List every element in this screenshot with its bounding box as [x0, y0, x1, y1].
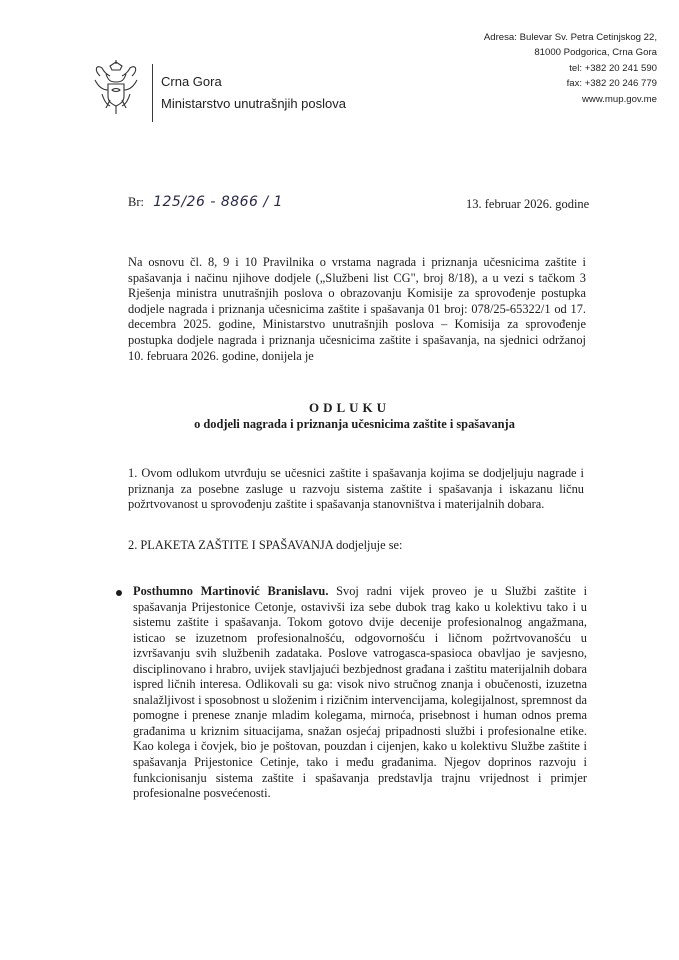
fax: fax: +382 20 246 779: [566, 78, 657, 90]
awardee-paragraph: [133, 584, 587, 802]
intro-paragraph: Na osnovu čl. 8, 9 i 10 Pravilnika o vrstama nagrada i priznanja učesnicima zaštite i spašavanja i načinu njihove dodjele („Službeni list CG", broj 8/18), a u vezi s tačkom 3 Rješenja ministra unutrašnjih poslova o obrazovanju Komisije za sprovođenje postupka dodjele nagrada i priznanja učesnicima zaštite i spašavanja 01 broj: 078/25-65322/1 od 17. decembra 2025. godine, Ministarstvo unutrašnjih poslova – Komisija za sprovođenje postupka dodjele nagrada i priznanja učesnicima zaštite i spašavanja, na sjednici održanoj 10. februara 2026. godine, donijela je: [128, 255, 586, 363]
header-divider: [152, 64, 153, 122]
address-line-1: Adresa: Bulevar Sv. Petra Cetinjskog 22,: [483, 32, 657, 43]
awardee-description: Svoj radni vijek proveo je u Službi zaštite i spašavanja Prijestonice Cetonje, ostavivši iza sebe dubok trag kako u kolektivu tako i u sistemu zaštite i spašavanja. Tokom gotovo dvije decenije profesionalnog angažmana, isticao se izuzetnom profesionalnošću, odgovornošću i ličnom požrtvovanošću u izvršavanju svih službenih zadataka. Poslove vatrogasca-spasioca obavljao je savjesno, disciplinovano i hrabro, uvijek stavljajući bezbjednost građana i zaštitu materijalnih dobara ispred ličnih interesa. Odlikovali su ga: visok nivo stručnog znanja i obučenosti, izuzetna snalažljivost i sposobnost u složenim i rizičnim intervencijama, kolegijalnost, spremnost da pomogne i prenese znanje mladim kolegama, mirnoća, prisebnost i human odnos prema građanima u kriznim situacijama, snažan osjećaj pripadnosti službi i profesionalne etike. Kao kolega i čovjek, bio je poštovan, pouzdan i cijenjen, kako u kolektivu Službe zaštite i spašavanja Prijestonice Cetinje, tako i među građanima. Njegov doprinos razvoju i funkcionisanju sistema zaštite i spašavanja predstavlja trajnu vrijednost i primjer profesionalne posvećenosti.: [133, 584, 588, 801]
telephone: tel: +382 20 241 590: [569, 62, 657, 74]
handwritten-reference-number: 125/26 - 8866 / 1: [153, 194, 283, 210]
decision-title: ODLUKU: [308, 400, 391, 415]
country-name: Crna Gora: [161, 74, 222, 89]
document-date: 13. februar 2026. godine: [466, 197, 590, 211]
reference-label: Br:: [128, 195, 144, 209]
address-line-2: 81000 Podgorica, Crna Gora: [534, 47, 657, 59]
contact-block: [484, 30, 657, 107]
decision-subtitle: o dodjeli nagrada i priznanja učesnicima zaštite i spašavanja: [194, 417, 515, 431]
bullet-icon: [116, 590, 122, 596]
ministry-name: Ministarstvo unutrašnjih poslova: [161, 96, 346, 111]
point-1-paragraph: 1. Ovom odlukom utvrđuju se učesnici zaštite i spašavanja kojima se dodjeljuju nagrade i priznanja za posebne zasluge u razvoju sistema zaštite i spašavanja i iskazanu ličnu požrtvovanost u sprovođenju zaštite i spašavanja stanovništva i materijalnih dobara.: [128, 466, 584, 512]
point-2-heading: 2. PLAKETA ZAŠTITE I SPAŠAVANJA dodjeljuje se:: [128, 538, 403, 552]
reference-number: [128, 194, 283, 210]
awardee-name: Posthumno Martinović Branislavu.: [133, 584, 329, 598]
organization-block: [161, 71, 346, 115]
website: www.mup.gov.me: [582, 93, 657, 105]
coat-of-arms-icon: [92, 60, 140, 116]
